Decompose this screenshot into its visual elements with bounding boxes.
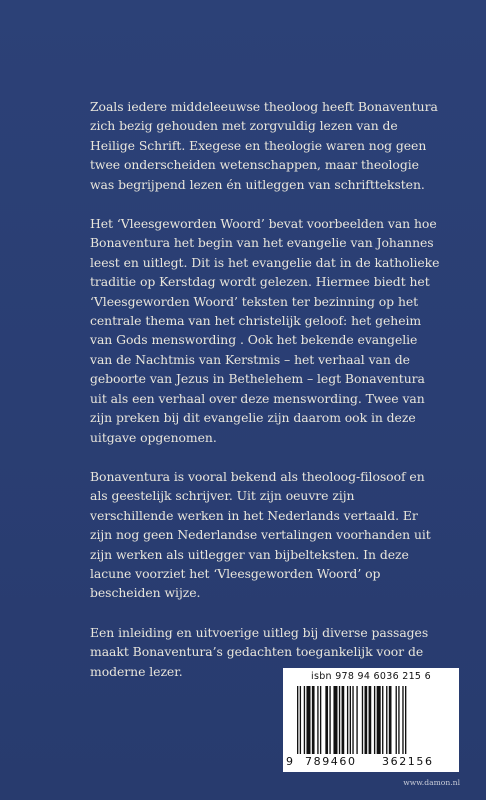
barcode-bar xyxy=(382,686,383,754)
barcode-bar xyxy=(347,686,348,754)
barcode-bar xyxy=(325,686,328,754)
barcode-bar xyxy=(362,686,363,754)
barcode-bars xyxy=(295,686,455,754)
barcode-bar xyxy=(304,686,305,754)
blurb-paragraph-1: Zoals iedere middeleeuwse theoloog heeft Bonaventura zich bezig gehouden met zorgvuldig lezen van de Heilige Schrift. Exegese en theologie waren nog geen twee onderscheiden wetenschappen, maar theologie was begrijpend lezen én uitleggen van schriftteksten. xyxy=(90,99,438,192)
barcode-bar xyxy=(333,686,337,754)
barcode-digits-right: 362156 xyxy=(382,755,434,768)
barcode-bar xyxy=(297,686,298,754)
isbn-barcode xyxy=(283,668,459,772)
blurb-paragraph-4: Een inleiding en uitvoerige uitleg bij diverse passages maakt Bonaventura’s gedachten toegankelijk voor de moderne lezer. xyxy=(90,624,429,679)
barcode-bar xyxy=(374,686,375,754)
barcode-bar xyxy=(350,686,351,754)
blurb-text xyxy=(90,97,440,701)
isbn-label: isbn 978 94 6036 215 6 xyxy=(311,671,431,682)
barcode-digit-first: 9 xyxy=(286,755,295,768)
barcode-bar xyxy=(320,686,321,754)
barcode-bar xyxy=(306,686,310,754)
barcode-bar xyxy=(352,686,353,754)
publisher-url: www.damon.nl xyxy=(403,778,460,787)
barcode-bar xyxy=(317,686,318,754)
barcode-bar xyxy=(405,686,406,754)
barcode-digits-left: 789460 xyxy=(305,755,357,768)
blurb-paragraph-3: Bonaventura is vooral bekend als theoloog-filosoof en als geestelijk schrijver. Uit zijn oeuvre zijn verschillende werken in het Nederlands vertaald. Er zijn nog geen Nederlandse vertalingen voorhanden uit zijn werken als uitlegger van bijbelteksten. In deze lacune voorziet het ‘Vleesgeworden Woord’ op bescheiden wijze. xyxy=(90,468,431,601)
barcode-bar xyxy=(402,686,403,754)
barcode-bar xyxy=(377,686,381,754)
barcode-bar xyxy=(386,686,387,754)
barcode-bar xyxy=(329,686,330,754)
barcode-bar xyxy=(396,686,397,754)
barcode-bar xyxy=(398,686,399,754)
barcode-bar xyxy=(356,686,357,754)
barcode-bar xyxy=(389,686,392,754)
barcode-bar xyxy=(339,686,340,754)
barcode-bar xyxy=(342,686,345,754)
barcode-bar xyxy=(300,686,301,754)
barcode-bar xyxy=(312,686,315,754)
barcode-bar xyxy=(369,686,372,754)
blurb-paragraph-2: Het ‘Vleesgeworden Woord’ bevat voorbeelden van hoe Bonaventura het begin van het evangelie van Johannes leest en uitlegt. Dit is het evangelie dat in de katholieke traditie op Kerstdag wordt gelezen. Hiermee biedt het ‘Vleesgeworden Woord’ teksten ter bezinning op het centrale thema van het christelijk geloof: het geheim van Gods menswording . Ook het bekende evangelie van de Nachtmis van Kerstmis – het verhaal van de geboorte van Jezus in Bethelehem – legt Bonaventura uit als een verhaal over deze menswording. Twee van zijn preken bij dit evangelie zijn daarom ook in deze uitgave opgenomen. xyxy=(90,216,440,445)
barcode-bar xyxy=(365,686,368,754)
